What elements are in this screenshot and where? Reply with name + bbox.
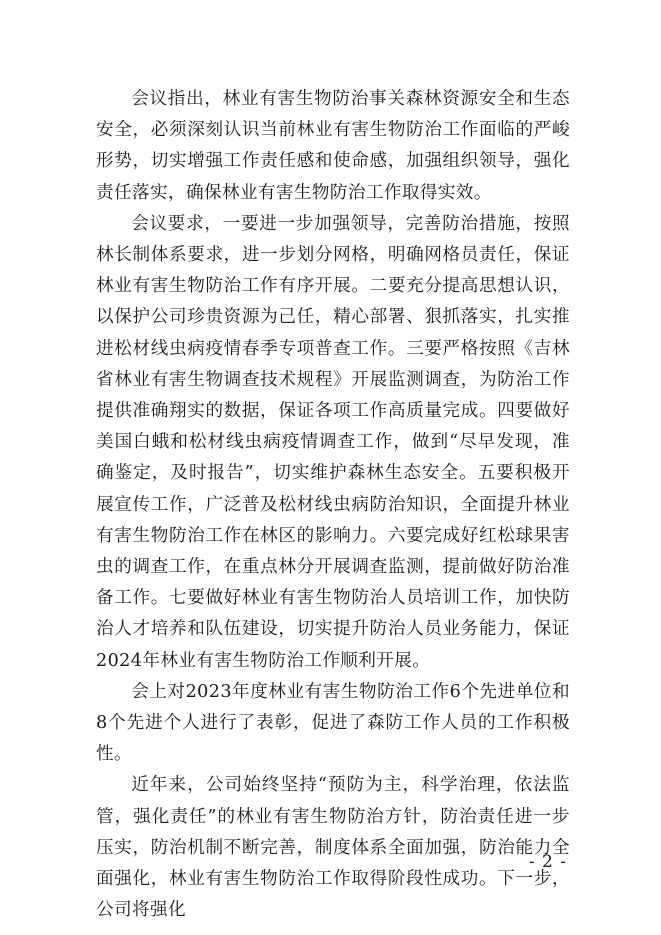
- document-body: [96, 84, 570, 926]
- paragraph-meeting-points: 会议指出，林业有害生物防治事关森林资源安全和生态安全，必须深刻认识当前林业有害生物防治工作面临的严峻形势，切实增强工作责任感和使命感，加强组织领导，强化责任落实，确保林业有害生物防治工作取得实效。: [96, 89, 570, 203]
- page-number: - 2 -: [528, 852, 567, 872]
- paragraph-recent-years: 近年来，公司始终坚持“预防为主，科学治理，依法监管，强化责任”的林业有害生物防治方针，防治责任进一步压实，防治机制不断完善，制度体系全面加强，防治能力全面强化，林业有害生物防治工作取得阶段性成功。下一步，公司将强化: [96, 775, 570, 921]
- paragraph-meeting-requirements: 会议要求，一要进一步加强领导，完善防治措施，按照林长制体系要求，进一步划分网格，明确网格员责任，保证林业有害生物防治工作有序开展。二要充分提高思想认识，以保护公司珍贵资源为己任，精心部署、狠抓落实，扎实推进松材线虫病疫情春季专项普查工作。三要严格按照《吉林省林业有害生物调查技术规程》开展监测调查，为防治工作提供准确翔实的数据，保证各项工作高质量完成。四要做好美国白蛾和松材线虫病疫情调查工作，做到“尽早发现，准确鉴定，及时报告”，切实维护森林生态安全。五要积极开展宣传工作，广泛普及松材线虫病防治知识，全面提升林业有害生物防治工作在林区的影响力。六要完成好红松球果害虫的调查工作，在重点林分开展调查监测，提前做好防治准备工作。七要做好林业有害生物防治人员培训工作，加快防治人才培养和队伍建设，切实提升防治人员业务能力，保证2024年林业有害生物防治工作顺利开展。: [96, 213, 570, 671]
- paragraph-commendation: 会上对2023年度林业有害生物防治工作6个先进单位和8个先进个人进行了表彰，促进了森防工作人员的工作积极性。: [96, 681, 570, 765]
